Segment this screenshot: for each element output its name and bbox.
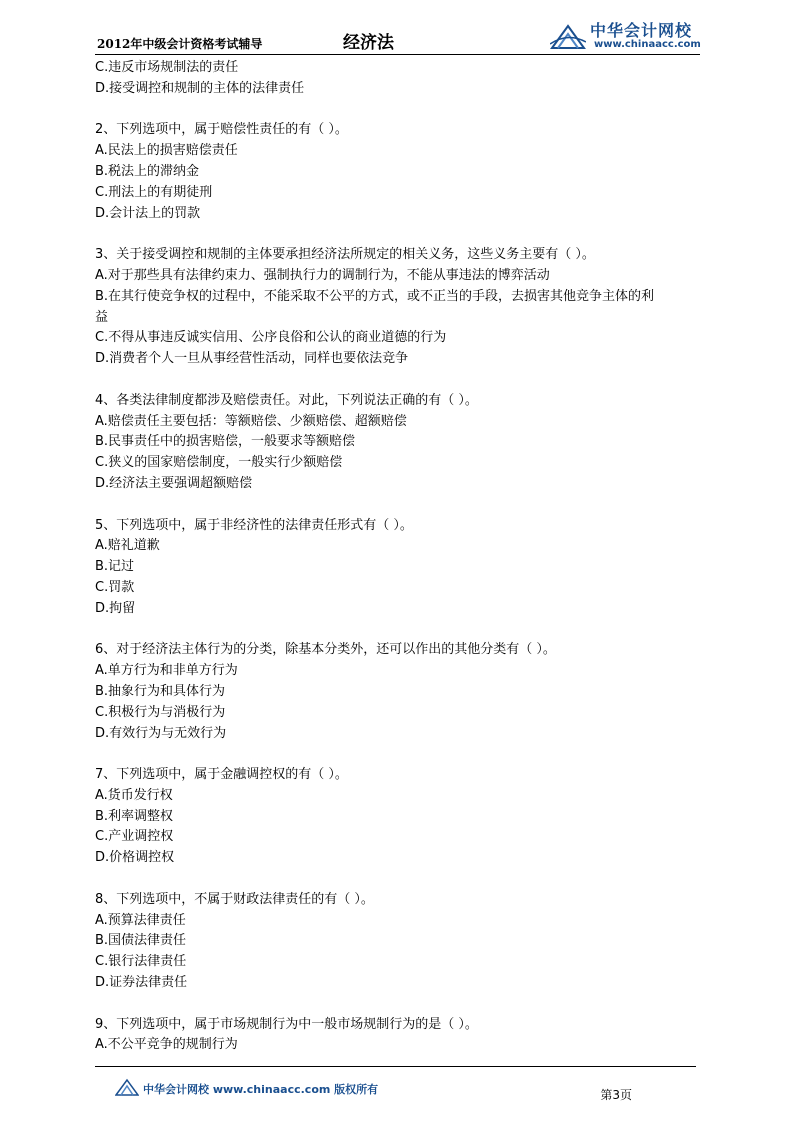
site-logo[interactable] xyxy=(550,18,700,52)
question-block xyxy=(95,245,700,370)
question-stem: 4、各类法律制度都涉及赔偿责任。对此，下列说法正确的有（ ）。 xyxy=(95,392,478,408)
question-block xyxy=(95,1015,700,1057)
footer-copyright[interactable]: 中华会计网校 www.chinaacc.com 版权所有 xyxy=(143,1083,379,1096)
option-line: C.狭义的国家赔偿制度，一般实行少额赔偿 xyxy=(95,455,343,471)
question-stem: 8、下列选项中，不属于财政法律责任的有（ ）。 xyxy=(95,891,374,907)
option-line: A.赔礼道歉 xyxy=(95,538,160,554)
option-line: D.接受调控和规制的主体的法律责任 xyxy=(95,80,305,96)
option-line: D.消费者个人一旦从事经营性活动，同样也要依法竞争 xyxy=(95,351,409,367)
option-line: C.银行法律责任 xyxy=(95,954,187,970)
page-footer xyxy=(95,1066,696,1107)
option-line: D.经济法主要强调超额赔偿 xyxy=(95,475,253,491)
option-line: A.单方行为和非单方行为 xyxy=(95,663,238,679)
option-line: C.产业调控权 xyxy=(95,829,174,845)
option-line: 益 xyxy=(95,309,109,325)
question-block xyxy=(95,640,700,744)
option-line: D.证券法律责任 xyxy=(95,975,188,991)
header-exam-title: 2012年中级会计资格考试辅导 xyxy=(97,37,263,51)
question-block xyxy=(95,765,700,869)
option-line: D.有效行为与无效行为 xyxy=(95,725,227,741)
option-line: D.拘留 xyxy=(95,600,136,616)
option-line: A.货币发行权 xyxy=(95,787,173,803)
page-number: 第3页 xyxy=(600,1088,632,1102)
logo-url: www.chinaacc.com xyxy=(594,39,701,50)
option-line: A.对于那些具有法律约束力、强制执行力的调制行为，不能从事违法的博弈活动 xyxy=(95,267,550,283)
option-line: B.民事责任中的损害赔偿，一般要求等额赔偿 xyxy=(95,434,356,450)
triangle-logo-icon xyxy=(115,1077,139,1097)
option-line: C.刑法上的有期徒刑 xyxy=(95,184,213,200)
option-line: C.罚款 xyxy=(95,579,135,595)
question-stem: 9、下列选项中，属于市场规制行为中一般市场规制行为的是（ ）。 xyxy=(95,1016,478,1032)
header-subject: 经济法 xyxy=(343,33,394,53)
option-line: A.民法上的损害赔偿责任 xyxy=(95,143,238,159)
option-line: B.利率调整权 xyxy=(95,808,174,824)
option-line: B.在其行使竞争权的过程中，不能采取不公平的方式，或不正当的手段，去损害其他竞争主体的利 xyxy=(95,288,655,304)
option-line: D.会计法上的罚款 xyxy=(95,205,201,221)
question-content xyxy=(95,58,700,1077)
question-stem: 7、下列选项中，属于金融调控权的有（ ）。 xyxy=(95,767,348,783)
option-line: B.税法上的滞纳金 xyxy=(95,163,200,179)
question-block xyxy=(95,890,700,994)
triangle-logo-icon xyxy=(550,22,586,50)
question-stem: 6、对于经济法主体行为的分类，除基本分类外，还可以作出的其他分类有（ ）。 xyxy=(95,642,556,658)
option-line: B.国债法律责任 xyxy=(95,933,187,949)
carryover-block xyxy=(95,58,700,100)
option-line: A.预算法律责任 xyxy=(95,912,186,928)
question-stem: 2、下列选项中，属于赔偿性责任的有（ ）。 xyxy=(95,122,348,138)
question-stem: 5、下列选项中，属于非经济性的法律责任形式有（ ）。 xyxy=(95,517,413,533)
option-line: A.不公平竞争的规制行为 xyxy=(95,1037,238,1053)
option-line: D.价格调控权 xyxy=(95,850,175,866)
question-block xyxy=(95,120,700,224)
page-header xyxy=(95,16,700,55)
logo-name: 中华会计网校 xyxy=(590,21,693,40)
option-line: B.抽象行为和具体行为 xyxy=(95,683,226,699)
option-line: B.记过 xyxy=(95,559,135,575)
option-line: C.不得从事违反诚实信用、公序良俗和公认的商业道德的行为 xyxy=(95,330,447,346)
question-block xyxy=(95,391,700,495)
option-line: C.违反市场规制法的责任 xyxy=(95,60,239,75)
option-line: A.赔偿责任主要包括：等额赔偿、少额赔偿、超额赔偿 xyxy=(95,413,407,429)
option-line: C.积极行为与消极行为 xyxy=(95,704,226,720)
question-block xyxy=(95,516,700,620)
question-stem: 3、关于接受调控和规制的主体要承担经济法所规定的相关义务，这些义务主要有（ ）。 xyxy=(95,247,595,263)
